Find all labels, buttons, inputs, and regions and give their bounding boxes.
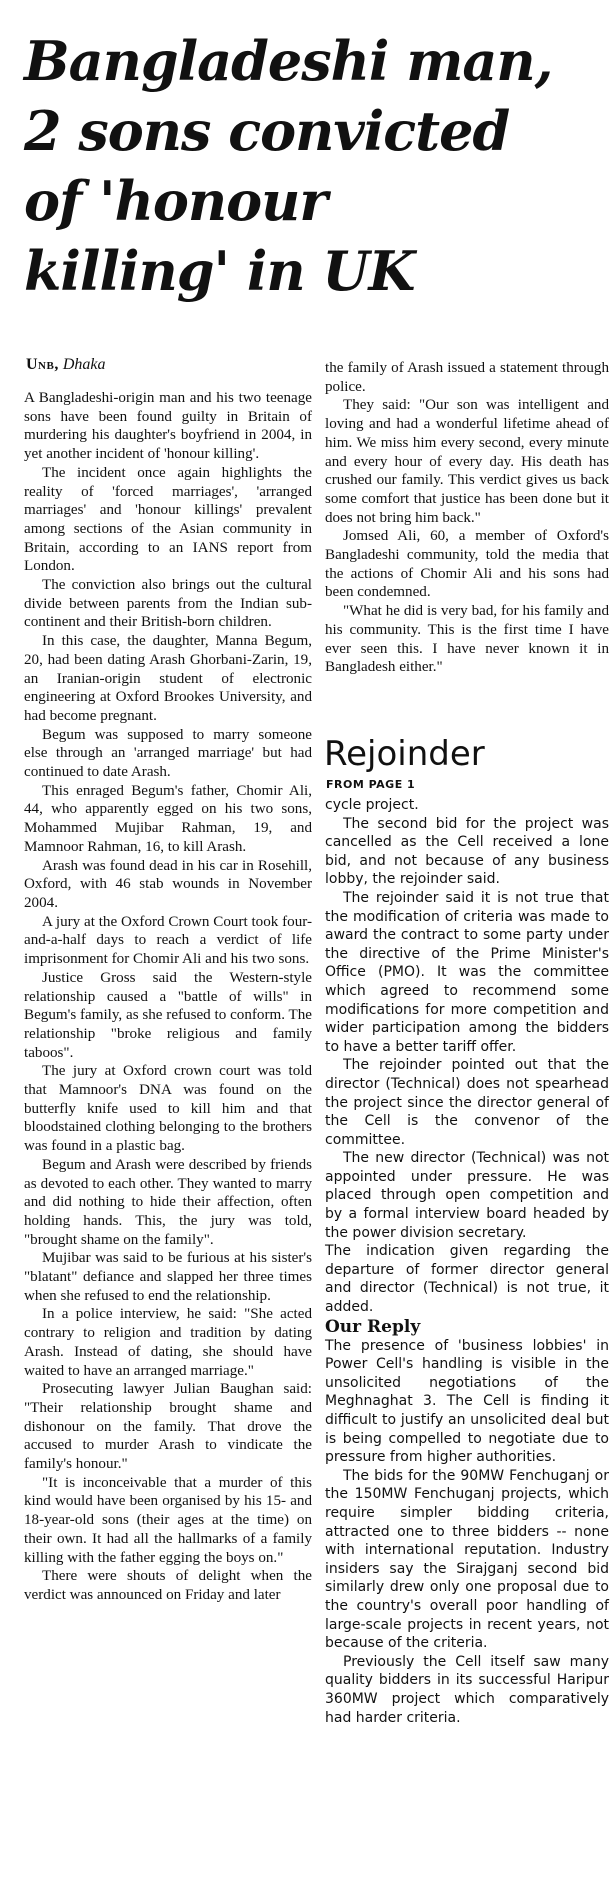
rejoinder-title: Rejoinder: [324, 734, 485, 774]
byline-place: Dhaka: [62, 356, 106, 373]
article-paragraph: A jury at the Oxford Crown Court took four-and-a-half days to reach a verdict of life imprisonment for Chomir Ali and his two sons.: [24, 913, 312, 968]
rejoinder-paragraph: The indication given regarding the departure of former director general and director (Technical) is not true, it added.: [325, 1243, 609, 1316]
from-page-label: FROM PAGE 1: [326, 778, 416, 791]
article-paragraph: The incident once again highlights the reality of 'forced marriages', 'arranged marriages' and 'honour killings' prevalent among sections of the Asian community in Britain, according to an IANS report from London.: [24, 464, 312, 575]
article-paragraph: the family of Arash issued a statement through police.: [325, 360, 609, 395]
article-paragraph: "What he did is very bad, for his family and his community. This is the first time I have ever seen this. I have never known it in Bangladesh either.": [325, 603, 609, 676]
rejoinder-paragraph: The rejoinder said it is not true that the modification of criteria was made to award the contract to some party under the directive of the Prime Minister's Office (PMO). It was the committee which agreed to recommend some modifications for more competition and wider participation among the bidders to have a better tariff offer.: [325, 889, 609, 1055]
headline-line: Bangladeshi man,: [24, 29, 553, 93]
article-paragraph: A Bangladeshi-origin man and his two teenage sons have been found guilty in Britain of murdering his daughter's boyfriend in 2004, in yet another incident of 'honour killing'.: [24, 390, 312, 463]
article-paragraph: Justice Gross said the Western-style relationship caused a "battle of wills" in Begum's family, as she refused to conform. The relationship "broke religious and family taboos".: [24, 969, 312, 1061]
article-paragraph: Prosecuting lawyer Julian Baughan said: "Their relationship brought shame and dishonour on the family. That drove the accused to murder Arash to vindicate the family's honour.": [24, 1381, 312, 1473]
article-column-2: [325, 359, 609, 677]
article-paragraph: Mujibar was said to be furious at his sister's "blatant" defiance and slapped her three times when she refused to end the relationship.: [24, 1250, 312, 1304]
article-paragraph: There were shouts of delight when the verdict was announced on Friday and later: [24, 1568, 312, 1603]
reply-paragraph: The presence of 'business lobbies' in Power Cell's handling is visible in the unsolicited negotiations of the Meghnaghat 3. The Cell is finding it difficult to justify an unsolicited deal but is being compelled to negotiate due to pressure from higher authorities.: [325, 1337, 609, 1466]
rejoinder-column: [325, 796, 609, 1727]
headline-line: killing' in UK: [24, 239, 415, 303]
our-reply-heading: Our Reply: [325, 1316, 421, 1337]
article-paragraph: The jury at Oxford crown court was told that Mamnoor's DNA was found on the butterfly knife used to kill him and that bloodstained clothing belonging to the brothers was found in a plastic bag.: [24, 1063, 312, 1155]
article-paragraph: This enraged Begum's father, Chomir Ali, 44, who apparently egged on his two sons, Mohammed Mujibar Rahman, 19, and Mamnoor Rahman, 16, to kill Arash.: [24, 782, 312, 855]
article-paragraph: "It is inconceivable that a murder of this kind would have been organised by his 15- and 18-year-old sons (their ages at the time) on their own. It had all the hallmarks of a family killing with the father egging the boys on.": [24, 1474, 312, 1566]
rejoinder-paragraph: The rejoinder pointed out that the director (Technical) does not spearhead the project since the director general of the Cell is the convenor of the committee.: [325, 1057, 609, 1148]
article-paragraph: In a police interview, he said: "She acted contrary to religion and tradition by dating Arash. Instead of dating, she should have waited to have an arranged marriage.": [24, 1306, 312, 1379]
rejoinder-paragraph: The second bid for the project was cancelled as the Cell received a lone bid, and not because of any business lobby, the rejoinder said.: [325, 815, 609, 888]
byline: [26, 356, 106, 374]
headline-line: of 'honour: [24, 169, 327, 233]
rejoinder-paragraph: cycle project.: [325, 797, 419, 813]
byline-agency: Unb,: [26, 356, 59, 373]
article-headline: [24, 26, 604, 306]
article-paragraph: Jomsed Ali, 60, a member of Oxford's Bangladeshi community, told the media that the actions of Chomir Ali and his sons had been condemned.: [325, 528, 609, 601]
article-column-1: [24, 389, 312, 1605]
article-paragraph: They said: "Our son was intelligent and loving and had a wonderful lifetime ahead of him. We miss him every second, every minute and every hour of every day. His death has crushed our family. This verdict gives us back some comfort that justice has been done but it does not bring him back.": [325, 397, 609, 526]
headline-line: 2 sons convicted: [24, 99, 510, 163]
reply-paragraph: The bids for the 90MW Fenchuganj or the 150MW Fenchuganj projects, which require simpler bidding criteria, attracted one to three bidders -- none with international reputation. Industry insiders say the Sirajganj second bid similarly drew only one proposal due to the country's overall poor handling of large-scale projects in recent years, not because of the criteria.: [325, 1467, 609, 1652]
rejoinder-paragraph: The new director (Technical) was not appointed under pressure. He was placed through open competition and by a formal interview board headed by the power division secretary.: [325, 1150, 609, 1241]
article-paragraph: Begum was supposed to marry someone else through an 'arranged marriage' but had continued to date Arash.: [24, 726, 312, 781]
article-paragraph: Begum and Arash were described by friends as devoted to each other. They wanted to marry and did nothing to hide their affection, often holding hands. This, the jury was told, "brought shame on the family".: [24, 1156, 312, 1248]
article-paragraph: The conviction also brings out the cultural divide between parents from the Indian sub-continent and their British-born children.: [24, 577, 312, 631]
reply-paragraph: Previously the Cell itself saw many quality bidders in its successful Haripur 360MW project which comparatively had harder criteria.: [325, 1653, 609, 1726]
article-paragraph: Arash was found dead in his car in Rosehill, Oxford, with 46 stab wounds in November 2004.: [24, 857, 312, 911]
article-paragraph: In this case, the daughter, Manna Begum, 20, had been dating Arash Ghorbani-Zarin, 19, an Iranian-origin student of electronic engineering at Oxford Brookes University, and had become pregnant.: [24, 633, 312, 724]
